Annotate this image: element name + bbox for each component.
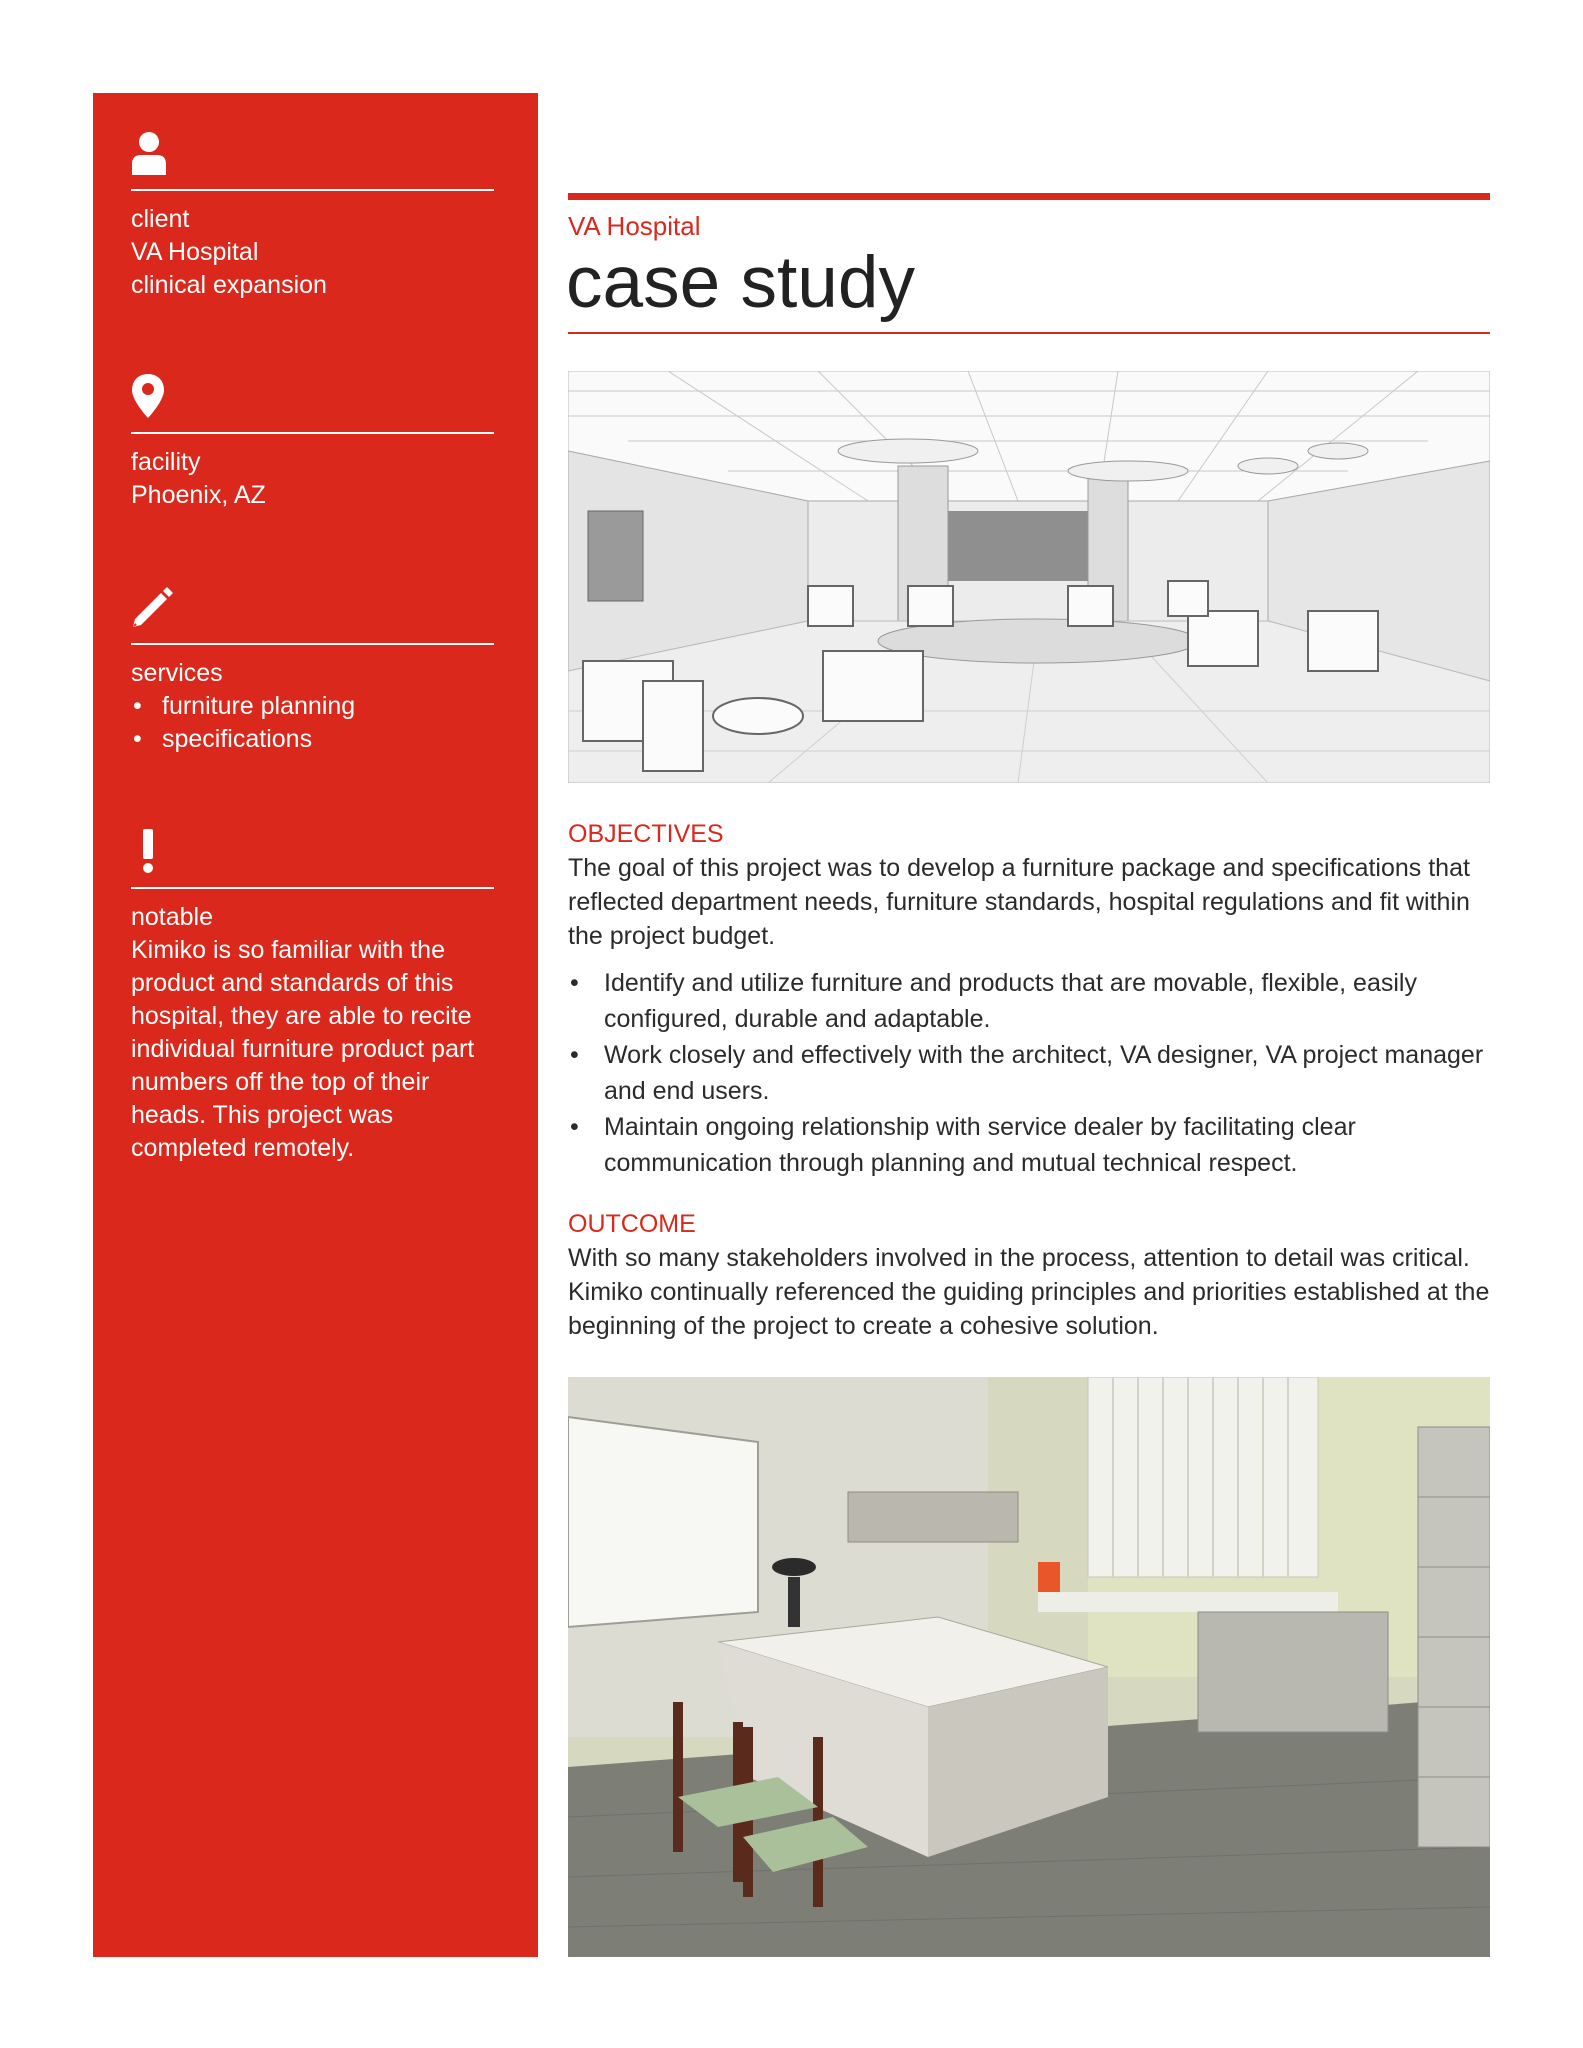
notable-text: Kimiko is so familiar with the product and standards of this hospital, they are able to recite individual furniture product part numbers off the top of their heads. This project was completed remotely. <box>131 936 475 1162</box>
outcome-heading: OUTCOME <box>568 1210 696 1238</box>
services-item: • specifications <box>131 723 494 756</box>
client-project: clinical expansion <box>131 271 327 299</box>
page-kicker: VA Hospital <box>568 211 701 241</box>
outcome-section <box>568 1207 1490 1343</box>
outcome-text: With so many stakeholders involved in the process, attention to detail was critical. Kimiko continually referenced the guiding principles and priorities established at the beginning of the project to create a cohesive solution. <box>568 1244 1490 1340</box>
page-title: case study <box>566 242 915 323</box>
section-rule <box>131 432 494 434</box>
header-bottom-rule <box>568 332 1490 334</box>
person-icon <box>131 123 494 175</box>
objectives-list <box>568 965 1490 1181</box>
client-heading: client <box>131 205 190 233</box>
header-top-rule <box>568 193 1490 200</box>
objectives-bullet: • Identify and utilize furniture and products that are movable, flexible, easily configured, durable and adaptable. <box>568 965 1490 1037</box>
sidebar <box>93 93 538 1957</box>
section-rule <box>131 189 494 191</box>
notable-heading: notable <box>131 903 214 931</box>
section-rule <box>131 643 494 645</box>
services-item: • furniture planning <box>131 690 494 723</box>
objectives-heading: OBJECTIVES <box>568 820 724 848</box>
services-heading: services <box>131 659 223 687</box>
services-list <box>131 690 494 756</box>
facility-location: Phoenix, AZ <box>131 481 266 509</box>
section-rule <box>131 887 494 889</box>
client-section <box>131 123 494 302</box>
location-pin-icon <box>131 366 494 418</box>
objectives-section <box>568 817 1490 1181</box>
objectives-bullet: • Work closely and effectively with the architect, VA designer, VA project manager and end users. <box>568 1037 1490 1109</box>
lounge-sketch-image <box>568 371 1490 783</box>
office-photo <box>568 1377 1490 1957</box>
client-name: VA Hospital <box>131 238 259 266</box>
exclamation-icon <box>131 821 494 873</box>
facility-heading: facility <box>131 448 201 476</box>
facility-section <box>131 366 494 512</box>
notable-section <box>131 821 494 1165</box>
objectives-bullet: • Maintain ongoing relationship with service dealer by facilitating clear communication through planning and mutual technical respect. <box>568 1109 1490 1181</box>
services-section <box>131 577 494 756</box>
objectives-intro: The goal of this project was to develop a furniture package and specifications that reflected department needs, furniture standards, hospital regulations and fit within the project budget. <box>568 854 1470 950</box>
pencil-icon <box>131 577 494 629</box>
